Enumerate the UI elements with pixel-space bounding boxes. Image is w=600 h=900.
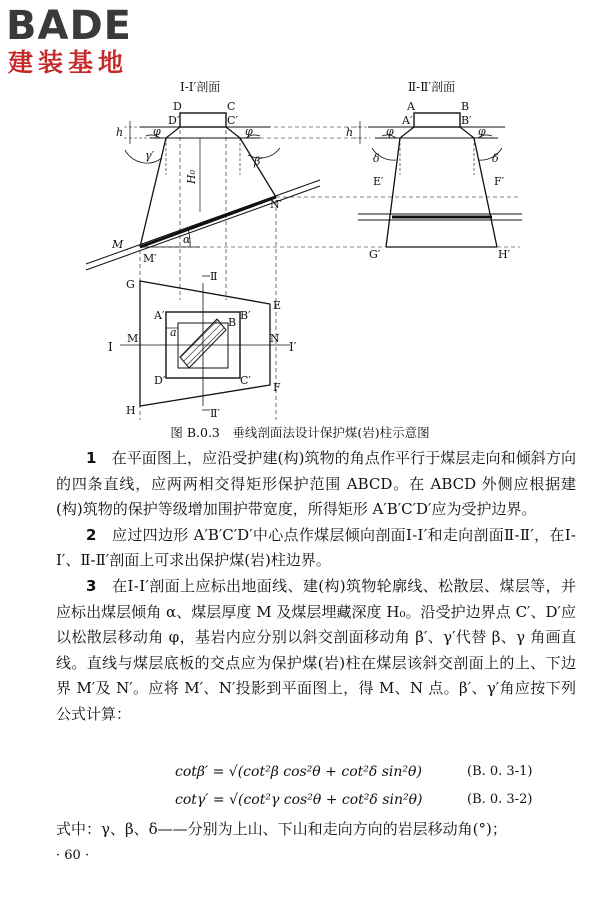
label-M-plan: M xyxy=(127,332,139,345)
paragraph-3 xyxy=(56,574,576,728)
label-II-bottom: Ⅱ′ xyxy=(210,407,220,420)
paragraph-2-num: 2 xyxy=(86,525,97,544)
label-D-prime-plan: D′ xyxy=(154,374,166,387)
figure-caption: 图 B.0.3 垂线剖面法设计保护煤(岩)柱示意图 xyxy=(170,425,430,440)
logo-subtitle: 建装基地 xyxy=(8,48,129,77)
plan-view-drawing xyxy=(120,276,290,410)
label-H: H xyxy=(126,404,136,417)
section1-title: Ⅰ-Ⅰ′剖面 xyxy=(180,80,221,94)
label-I-left: Ⅰ xyxy=(108,340,113,354)
label-Ap: A′ xyxy=(402,114,413,127)
label-M-thickness: M xyxy=(112,238,124,251)
label-phi-1: φ xyxy=(153,125,161,138)
paragraph-2-text: 应过四边形 A′B′C′D′中心点作煤层倾向剖面Ⅰ-Ⅰ′和走向剖面Ⅱ-Ⅱ′，在Ⅰ-Ⅰ′、Ⅱ-Ⅱ′剖面上可求出保护煤(岩)柱边界。 xyxy=(56,525,576,570)
label-B-prime-plan: B′ xyxy=(240,309,251,322)
formula-2 xyxy=(175,792,575,808)
label-E-prime: E′ xyxy=(373,175,384,188)
paragraph-1-num: 1 xyxy=(86,449,97,467)
formula-2-num: (B. 0. 3-2) xyxy=(467,792,533,807)
formula-1 xyxy=(175,764,575,780)
formula-1-expr: cotβ′ = √(cot²β cos²θ + cot²δ sin²θ) xyxy=(175,764,422,780)
label-E: E xyxy=(273,299,282,312)
label-N-plan: N xyxy=(270,332,280,345)
label-B-plan: B xyxy=(228,316,237,329)
label-h-2: h xyxy=(346,126,354,139)
definitions: 式中：γ、β、δ——分别为上山、下山和走向方向的岩层移动角(°)； xyxy=(56,820,507,838)
label-Dp: D′ xyxy=(168,114,180,127)
label-A: A xyxy=(407,100,415,113)
label-D: D xyxy=(173,100,182,113)
page-number: · 60 · xyxy=(56,848,90,863)
label-H-prime: H′ xyxy=(498,248,511,261)
label-a: a xyxy=(170,326,177,339)
label-beta-prime: β′ xyxy=(254,155,263,168)
label-Bp: B′ xyxy=(461,114,472,127)
paragraph-1 xyxy=(56,446,576,523)
building-outline-2 xyxy=(414,113,460,127)
label-phi-3: φ xyxy=(386,125,394,138)
body-text xyxy=(56,446,576,728)
label-II-top: Ⅱ xyxy=(210,270,218,283)
label-N-prime: N′ xyxy=(270,198,283,211)
label-phi-4: φ xyxy=(478,125,486,138)
paragraph-3-text: 在Ⅰ-Ⅰ′剖面上应标出地面线、建(构)筑物轮廓线、松散层、煤层等，并应标出煤层倾角 α、煤层厚度 M 及煤层埋藏深度 H₀。沿受护边界点 C′、D′应以松散层移动角 φ，基岩内应分别以斜交剖面移动角 β′、γ′代替 β、γ 角画直线。直线与煤层底板的交点应为保护煤(岩)柱在煤层该斜交剖面上的上、下边界 M′及 N′。应将 M′、N′投影到平面图上，得 M、N 点。β′、γ′角应按下列公式计算： xyxy=(56,576,576,723)
label-phi-2: φ xyxy=(245,125,253,138)
label-C: C xyxy=(227,100,236,113)
label-B: B xyxy=(461,100,470,113)
formula-2-expr: cotγ′ = √(cot²γ cos²θ + cot²δ sin²θ) xyxy=(175,792,423,808)
label-delta-1: δ xyxy=(373,152,380,165)
label-gamma-prime: γ′ xyxy=(145,149,155,162)
label-I-prime-right: Ⅰ′ xyxy=(289,340,297,354)
label-h-1: h xyxy=(116,126,124,139)
label-delta-2: δ xyxy=(492,152,499,165)
label-A-prime-plan: A′ xyxy=(154,309,165,322)
label-M-prime: M′ xyxy=(143,252,157,265)
paragraph-3-num: 3 xyxy=(86,576,97,595)
label-alpha: α xyxy=(183,233,191,246)
formula-1-num: (B. 0. 3-1) xyxy=(467,764,533,779)
label-F-prime: F′ xyxy=(494,175,505,188)
label-G: G xyxy=(126,278,135,291)
paragraph-2 xyxy=(56,523,576,574)
label-C-prime-plan: C′ xyxy=(240,374,251,387)
building-outline xyxy=(180,113,226,127)
logo-brand: BADE xyxy=(6,3,132,49)
protection-pillar-diagram xyxy=(0,60,600,420)
label-G-prime: G′ xyxy=(369,248,381,261)
section2-title: Ⅱ-Ⅱ′剖面 xyxy=(408,80,456,94)
paragraph-1-text: 在平面图上，应沿受护建(构)筑物的角点作平行于煤层走向和倾斜方向的四条直线，应两两相交得矩形保护范围 ABCD。在 ABCD 外侧应根据建(构)筑物的保护等级增加围护带宽度，所得矩形 A′B′C′D′应为受护边界。 xyxy=(56,449,576,519)
label-H0: H₀ xyxy=(185,169,198,184)
label-F: F xyxy=(273,381,281,394)
label-Cp: C′ xyxy=(227,114,238,127)
